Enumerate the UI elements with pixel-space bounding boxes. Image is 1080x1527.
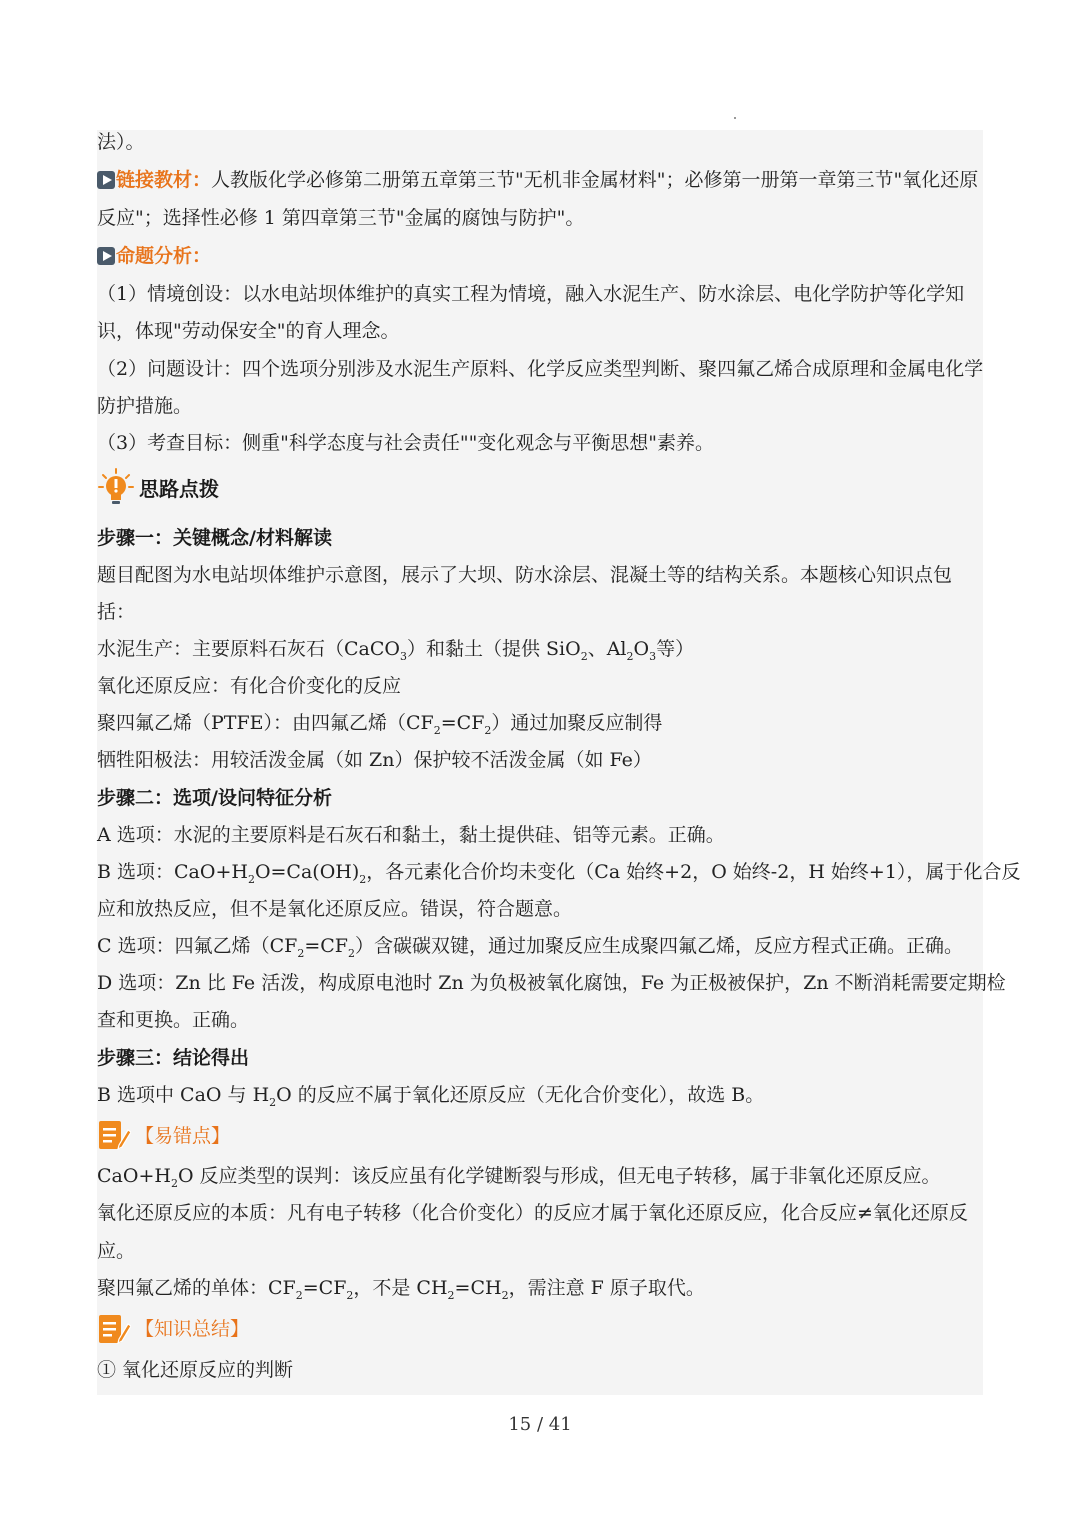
notepad-pencil-icon [97, 1311, 131, 1347]
text-line: （1）情境创设：以水电站坝体维护的真实工程为情境，融入水泥生产、防水涂层、电化学防护等化学知 [97, 283, 965, 305]
hint-heading: 思路点拨 [139, 477, 219, 501]
text-line: 题目配图为水电站坝体维护示意图，展示了大坝、防水涂层、混凝土等的结构关系。本题核心知识点包 [97, 564, 953, 586]
option-c-line: C 选项：四氟乙烯$(CF_2=CF_2)$含碳碳双键，通过加聚反应生成聚四氟乙烯，反应方程式正确。正确。 [97, 935, 963, 960]
mistake-line: $CaO+H_2O$ 反应类型的误判：该反应虽有化学键断裂与形成，但无电子转移，属于非氧化还原反应。 [97, 1165, 941, 1190]
text-line: 识，体现"劳动保安全"的育人理念。 [97, 320, 400, 342]
step-three-heading: 步骤三：结论得出 [97, 1047, 250, 1069]
text-line: 应。 [97, 1240, 136, 1262]
text-line: 查和更换。正确。 [97, 1009, 250, 1031]
text-line: 法）。 [97, 131, 145, 153]
text-line: 反应"；选择性必修 1 第四章第三节"金属的腐蚀与防护"。 [97, 207, 585, 229]
text-line: 牺牲阳极法：用较活泼金属（如 Zn）保护较不活泼金属（如 Fe） [97, 749, 652, 771]
option-a-line: A 选项：水泥的主要原料是石灰石和黏土，黏土提供硅、铝等元素。正确。 [97, 824, 725, 846]
text-line: 防护措施。 [97, 395, 193, 417]
stray-dot [734, 117, 736, 119]
text-line: 氧化还原反应：有化合价变化的反应 [97, 675, 402, 697]
play-icon [97, 171, 115, 189]
page-number: 15 / 41 [508, 1414, 572, 1435]
play-icon [97, 247, 115, 265]
step-one-heading: 步骤一：关键概念/材料解读 [97, 527, 332, 549]
textbook-link-label: 链接教材： [116, 169, 212, 191]
text-line: （3）考查目标：侧重"科学态度与社会责任""变化观念与平衡思想"素养。 [97, 432, 715, 454]
cement-line: 水泥生产：主要原料石灰石（CaCO$_3$）和黏土（提供 SiO$_2$、$Al_2O_3$等） [97, 638, 695, 663]
summary-item: ① 氧化还原反应的判断 [97, 1359, 294, 1381]
lightbulb-icon [97, 467, 135, 507]
option-b-line: B 选项：$CaO+H_2O=Ca(OH)_2$，各元素化合价均未变化（Ca 始终+2，O 始终-2，H 始终+1），属于化合反 [97, 861, 1021, 886]
conclusion-line: B 选项中 CaO 与 $H_2O$ 的反应不属于氧化还原反应（无化合价变化），故选 B。 [97, 1084, 765, 1109]
step-two-heading: 步骤二：选项/设问特征分析 [97, 787, 332, 809]
notepad-pencil-icon [97, 1117, 131, 1153]
text-line: （2）问题设计：四个选项分别涉及水泥生产原料、化学反应类型判断、聚四氟乙烯合成原理和金属电化学 [97, 358, 984, 380]
knowledge-summary-heading: 【知识总结】 [135, 1318, 250, 1340]
option-d-line: D 选项：Zn 比 Fe 活泼，构成原电池时 Zn 为负极被氧化腐蚀，Fe 为正极被保护，Zn 不断消耗需要定期检 [97, 972, 1006, 994]
text-line: 括： [97, 601, 136, 623]
common-mistakes-heading: 【易错点】 [135, 1125, 231, 1147]
text-line: 氧化还原反应的本质：凡有电子转移（化合价变化）的反应才属于氧化还原反应，化合反应≠氧化还原反 [97, 1202, 968, 1224]
monomer-line: 聚四氟乙烯的单体：$CF_2=CF_2$，不是 $CH_2=CH_2$，需注意 F 原子取代。 [97, 1277, 705, 1302]
textbook-link-line: 链接教材：人教版化学必修第二册第五章第三节"无机非金属材料"；必修第一册第一章第三节"氧化还原 [97, 167, 987, 193]
analysis-heading: 命题分析： [97, 243, 987, 269]
text-line: 应和放热反应，但不是氧化还原反应。错误，符合题意。 [97, 898, 573, 920]
ptfe-line: 聚四氟乙烯（PTFE）：由四氟乙烯$(CF_2=CF_2)$通过加聚反应制得 [97, 712, 663, 737]
